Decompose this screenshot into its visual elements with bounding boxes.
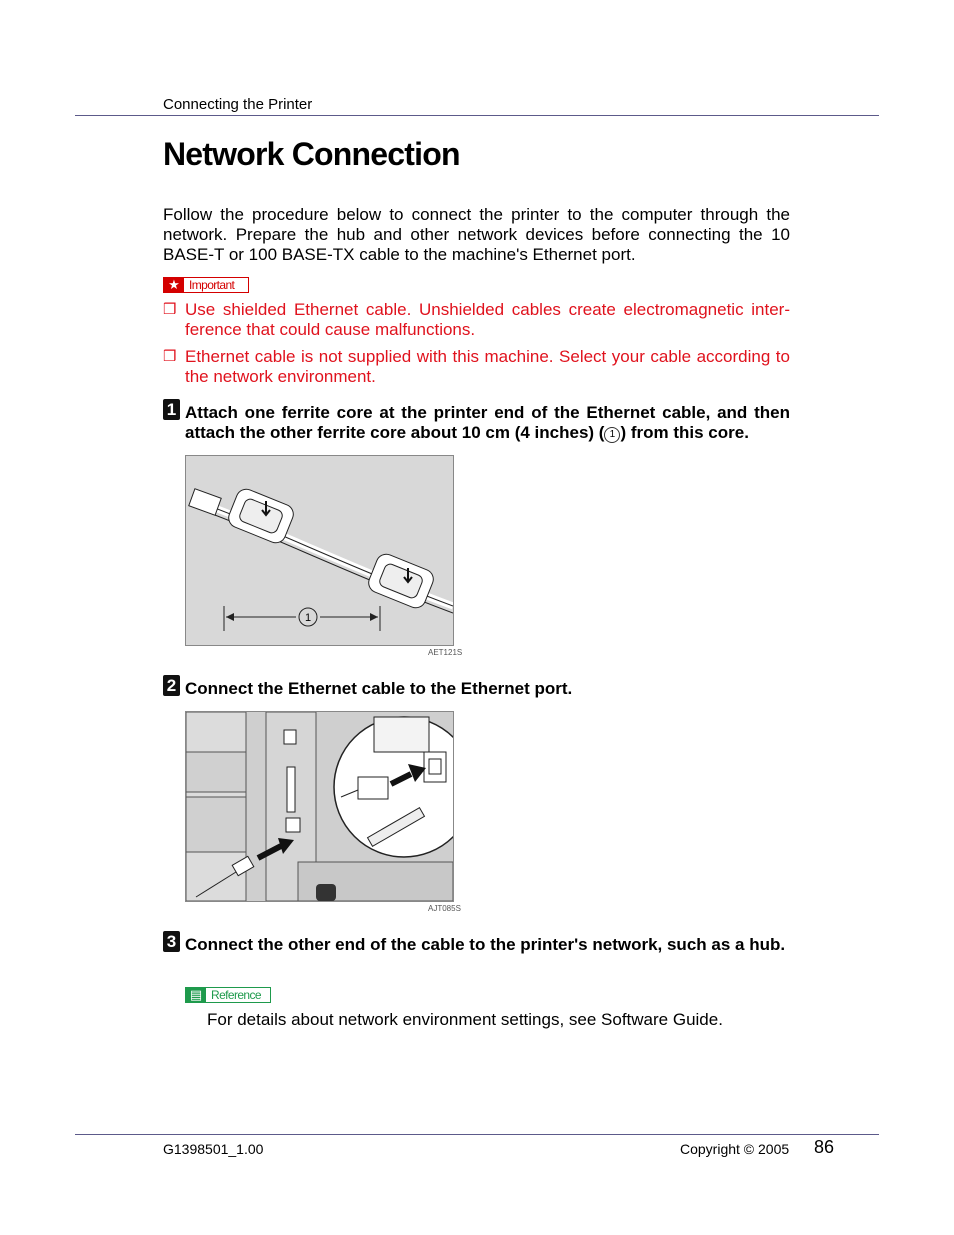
ferrite-core-drawing [186,456,453,645]
reference-text: For details about network environment settings, see Software Guide. [207,1010,723,1029]
ethernet-port-drawing [186,712,453,901]
header-rule [75,115,879,116]
step-text: Connect the Ethernet cable to the Ethernet port. [185,679,573,698]
step-text-after: ) from this core. [620,423,749,442]
step-number: 3 [163,931,180,952]
figure-code: AET121S [428,648,463,657]
figure-code: AJT085S [428,904,461,913]
ferrite-core-illustration [185,455,454,646]
step-number: 2 [163,675,180,696]
reference-label: Reference [211,988,261,1002]
footer-rule [75,1134,879,1135]
step-text [185,403,790,443]
step-number: 1 [163,399,180,420]
important-tag [163,277,249,293]
star-icon: ★ [164,278,184,292]
step-text-before: Attach one ferrite core at the printer end of the Ethernet cable, and then attach the other ferrite core about 10 cm (4 inches) ( [185,403,790,442]
figure-callout-label: 1 [304,612,312,624]
checkbox-icon: ❒ [163,348,177,365]
page-number: 86 [814,1137,835,1157]
checkbox-icon: ❒ [163,301,177,318]
note-text: Ethernet cable is not supplied with this machine. Select your cable according to the network environment. [185,347,790,386]
document-id: G1398501_1.00 [163,1141,264,1157]
note-text: Use shielded Ethernet cable. Unshielded cables create electromagnetic inter-ference that could cause malfunctions. [185,300,790,339]
reference-tag [185,987,271,1003]
step-text: Connect the other end of the cable to the printer's network, such as a hub. [185,935,786,954]
intro-paragraph: Follow the procedure below to connect the printer to the computer through the network. Prepare the hub and other network devices before connecting the 10 BASE-T or 100 BASE-TX cable to the machine's Ethernet port. [163,205,790,264]
important-note [163,347,790,387]
copyright: Copyright © 2005 [680,1141,790,1157]
document-icon: ▤ [186,988,206,1002]
page-title: Network Connection [163,136,460,172]
running-head: Connecting the Printer [163,96,313,113]
ethernet-port-illustration [185,711,454,902]
important-label: Important [189,278,235,292]
important-note [163,300,790,340]
callout-marker: 1 [604,427,620,443]
